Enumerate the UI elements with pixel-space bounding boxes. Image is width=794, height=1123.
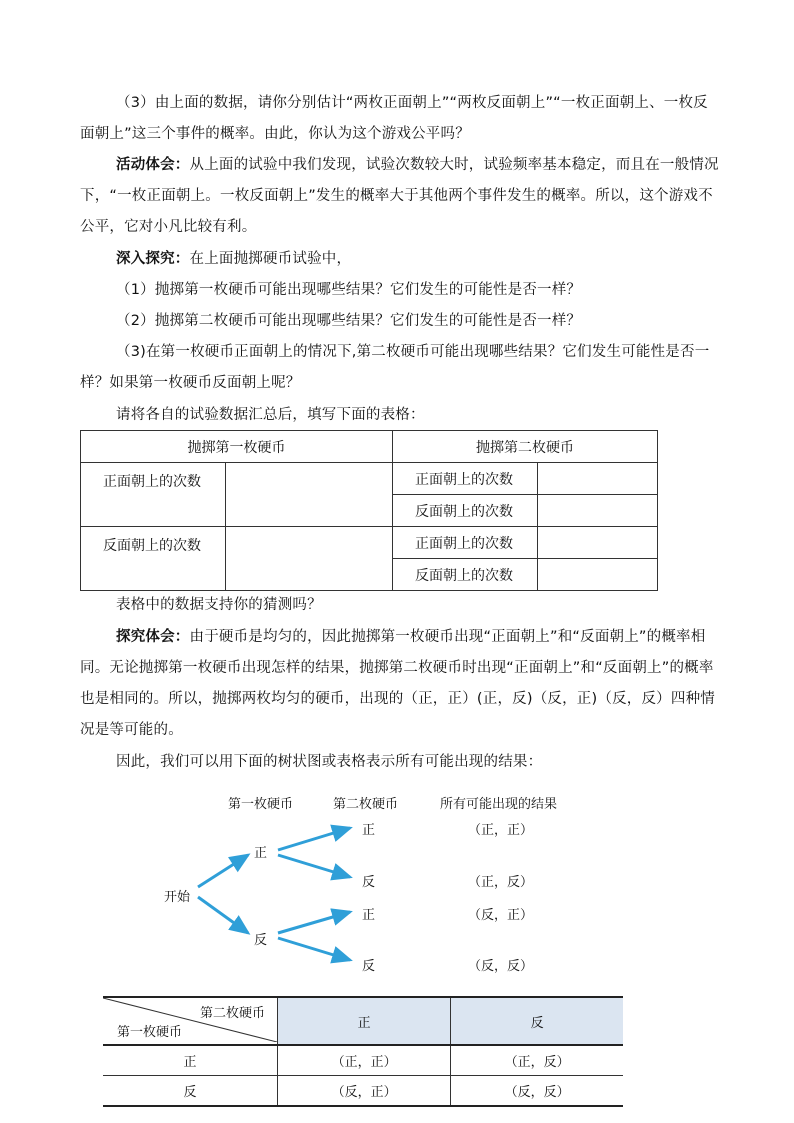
tree-second-heads-1: 正 (362, 823, 376, 838)
paragraph-e1: （1）抛掷第一枚硬币可能出现哪些结果？它们发生的可能性是否一样？ (116, 282, 582, 298)
outcome-table (103, 996, 623, 1107)
row-heads-label: 正 (103, 1045, 278, 1076)
paragraph-e2: （2）抛掷第二枚硬币可能出现哪些结果？它们发生的可能性是否一样？ (116, 313, 582, 329)
cell-ht: （正，反） (451, 1045, 623, 1076)
tree-first-tails: 反 (254, 933, 268, 948)
explore-text: 在上面抛掷硬币试验中， (189, 251, 352, 267)
tree-second-tails-2: 反 (362, 959, 376, 974)
second-tails-label-b: 反面朝上的次数 (393, 559, 538, 591)
tree-result-th: （反，正） (468, 908, 534, 923)
tree-result-ht: （正，反） (468, 875, 534, 890)
first-heads-label: 正面朝上的次数 (81, 463, 226, 527)
activity-text: 从上面的试验中我们发现，试验次数较大时，试验频率基本稳定，而且在一般情况下，“一枚正面朝上。一枚反面朝上”发生的概率大于其他两个事件发生的概率。所以，这个游戏不公平，它对小凡比较有利。 (80, 157, 719, 235)
second-heads-cell-a[interactable] (538, 463, 658, 495)
explore2-text: 由于硬币是均匀的，因此抛掷第一枚硬币出现“正面朝上”和“反面朝上”的概率相同。无论抛掷第一枚硬币出现怎样的结果，抛掷第二枚硬币时出现“正面朝上”和“反面朝上”的概率也是相同的。所以，抛掷两枚均匀的硬币，出现的（正，正）(正，反)（反，正)（反，反）四种情况是等可能的。 (80, 629, 715, 738)
first-heads-cell[interactable] (226, 463, 393, 527)
col-header-label: 第二枚硬币 (199, 1006, 265, 1021)
second-tails-cell-a[interactable] (538, 495, 658, 527)
tree-arrow-group (198, 828, 350, 960)
paragraph-e3: （3)在第一枚硬币正面朝上的情况下,第二枚硬币可能出现哪些结果？它们发生可能性是否一样？如果第一枚硬币反面朝上呢？ (80, 344, 710, 391)
row-header-label: 第一枚硬币 (117, 1025, 183, 1040)
paragraph-activity (80, 150, 720, 243)
header-heads: 正 (278, 997, 451, 1045)
tree-second-tails-1: 反 (362, 875, 376, 890)
tree-result-hh: （正，正） (468, 823, 534, 838)
data-table (80, 430, 658, 591)
tree-diagram (150, 785, 580, 980)
explore-label: 深入探究： (116, 251, 190, 267)
tree-col2: 第二枚硬币 (333, 797, 399, 812)
second-heads-cell-b[interactable] (538, 527, 658, 559)
explore2-label: 探究体会： (116, 629, 190, 645)
cell-hh: （正，正） (278, 1045, 451, 1076)
tree-result-tt: （反，反） (468, 959, 534, 974)
second-heads-label-b: 正面朝上的次数 (393, 527, 538, 559)
tree-col1: 第一枚硬币 (228, 797, 294, 812)
tree-first-heads: 正 (254, 846, 268, 861)
second-heads-label: 正面朝上的次数 (393, 463, 538, 495)
second-tails-cell-b[interactable] (538, 559, 658, 591)
paragraph-therefore: 因此，我们可以用下面的树状图或表格表示所有可能出现的结果： (116, 754, 543, 770)
paragraph-explore (80, 244, 720, 275)
activity-label: 活动体会： (116, 157, 190, 173)
header-first-coin: 抛掷第一枚硬币 (81, 431, 393, 463)
tree-second-heads-2: 正 (362, 908, 376, 923)
tree-col3: 所有可能出现的结果 (440, 797, 558, 812)
header-second-coin: 抛掷第二枚硬币 (393, 431, 658, 463)
header-tails: 反 (451, 997, 623, 1045)
paragraph-support: 表格中的数据支持你的猜测吗？ (116, 597, 322, 613)
cell-th: （反，正） (278, 1076, 451, 1107)
row-tails-label: 反 (103, 1076, 278, 1107)
second-tails-label: 反面朝上的次数 (393, 495, 538, 527)
paragraph-explore2 (80, 622, 720, 746)
paragraph-fill-intro: 请将各自的试验数据汇总后，填写下面的表格： (116, 407, 425, 423)
diagonal-header-cell (103, 997, 278, 1045)
paragraph-q3: （3）由上面的数据，请你分别估计“两枚正面朝上”“两枚反面朝上”“一枚正面朝上、一枚反面朝上”这三个事件的概率。由此，你认为这个游戏公平吗？ (80, 95, 708, 142)
first-tails-cell[interactable] (226, 527, 393, 591)
first-tails-label: 反面朝上的次数 (81, 527, 226, 591)
tree-start: 开始 (164, 890, 191, 905)
cell-tt: （反，反） (451, 1076, 623, 1107)
